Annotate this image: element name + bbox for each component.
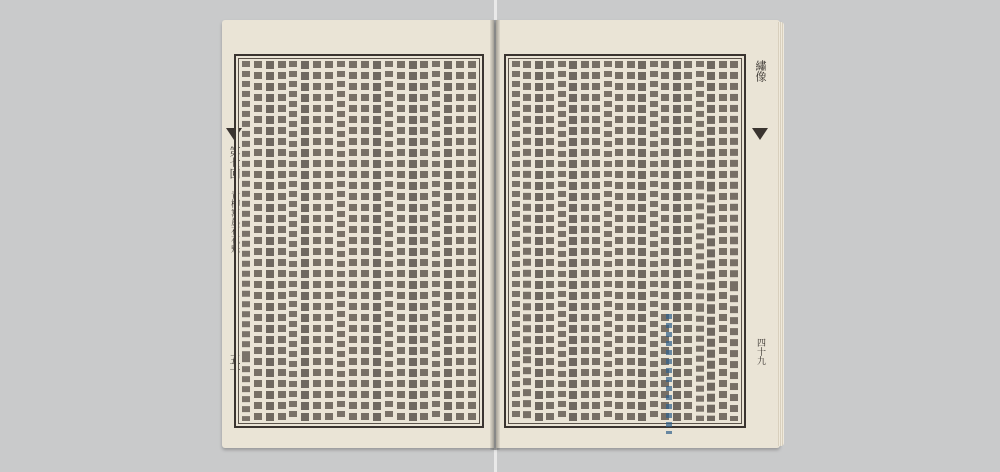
text-column	[431, 61, 441, 421]
text-column	[557, 61, 567, 421]
text-column	[649, 61, 659, 421]
left-page-number: 五十	[228, 354, 241, 376]
text-column	[396, 61, 406, 421]
book-gutter	[490, 20, 500, 450]
text-column	[360, 61, 370, 421]
text-column	[730, 61, 740, 421]
right-page-number: 四十九	[755, 338, 765, 365]
right-page-margin	[748, 54, 772, 424]
text-column	[289, 61, 299, 421]
left-margin-subtitle: 青柳寫爲石花魁	[229, 190, 239, 253]
right-page	[496, 20, 780, 448]
text-column	[300, 61, 310, 421]
right-text-columns	[511, 61, 739, 421]
text-column	[348, 61, 358, 421]
text-column	[695, 61, 705, 421]
text-column	[455, 61, 465, 421]
text-column	[718, 61, 728, 421]
text-column	[419, 61, 429, 421]
right-margin-title: 繡像	[754, 60, 767, 82]
text-column	[241, 61, 251, 421]
text-column	[253, 61, 263, 421]
text-column	[408, 61, 418, 421]
page-edges	[778, 22, 784, 446]
text-column	[684, 61, 694, 421]
text-column	[384, 61, 394, 421]
text-column	[580, 61, 590, 421]
text-column	[372, 61, 382, 421]
left-margin-title: 第七回	[228, 146, 241, 179]
text-column	[265, 61, 275, 421]
handwritten-annotation	[660, 314, 678, 434]
text-column	[626, 61, 636, 421]
text-column	[603, 61, 613, 421]
left-text-columns	[241, 61, 477, 421]
text-column	[523, 61, 533, 421]
left-text-frame	[234, 54, 484, 428]
text-column	[592, 61, 602, 421]
text-column	[312, 61, 322, 421]
text-column	[324, 61, 334, 421]
text-column	[534, 61, 544, 421]
text-column	[615, 61, 625, 421]
text-column	[443, 61, 453, 421]
text-column	[569, 61, 579, 421]
text-column	[467, 61, 477, 421]
text-column	[336, 61, 346, 421]
text-column	[707, 61, 717, 421]
left-page	[222, 20, 494, 448]
fish-tail-mark	[752, 128, 768, 140]
text-column	[546, 61, 556, 421]
open-book	[222, 20, 780, 452]
right-text-frame	[504, 54, 746, 428]
text-column	[277, 61, 287, 421]
text-column	[511, 61, 521, 421]
text-column	[638, 61, 648, 421]
